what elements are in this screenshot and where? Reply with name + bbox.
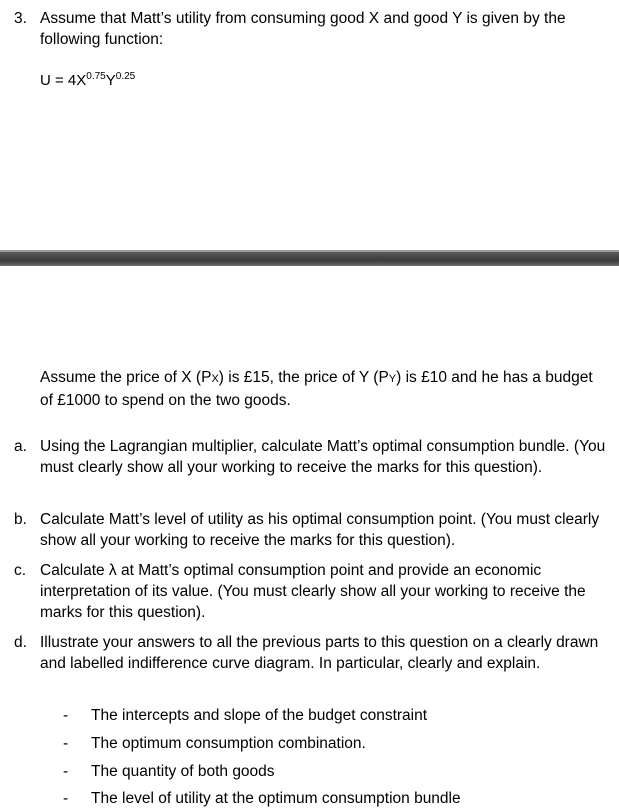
price-text-1: Assume the price of X (P: [40, 369, 212, 386]
part-a-text: Using the Lagrangian multiplier, calculate Matt’s optimal consumption bundle. (You must clearly show all your working to receive the marks for this question).: [40, 438, 606, 476]
bullet-budget-constraint: The intercepts and slope of the budget constraint: [91, 707, 428, 724]
bullet-utility-level: The level of utility at the optimum consumption bundle: [91, 790, 461, 807]
formula-x-exponent: 0.75: [86, 71, 106, 82]
part-d-letter: d.: [14, 634, 27, 651]
bullet-dash: -: [63, 763, 69, 780]
part-c-text: Calculate λ at Matt’s optimal consumption point and provide an economic interpretation of its value. (You must clearly show all your working to receive the marks for this question).: [40, 562, 586, 621]
price-text-3: ) is £10 and he has a budget of £1000 to spend on the two goods.: [40, 369, 593, 409]
bullet-dash: -: [63, 735, 69, 752]
formula-y-exponent: 0.25: [115, 71, 136, 82]
part-c-letter: c.: [14, 562, 27, 579]
question-intro: Assume that Matt’s utility from consuming good X and good Y is given by the following function:: [40, 10, 566, 48]
question-number: 3.: [14, 10, 27, 27]
bullet-dash: -: [63, 790, 69, 807]
divider-bar: [0, 252, 619, 266]
price-statement: [40, 367, 600, 411]
bullet-optimum-combination: The optimum consumption combination.: [91, 735, 366, 752]
utility-formula: [40, 70, 135, 91]
price-y-subscript: Y: [388, 373, 397, 385]
formula-lhs: U = 4X: [40, 72, 87, 89]
part-b-letter: b.: [14, 511, 27, 528]
price-text-2: ) is £15, the price of Y (P: [218, 369, 389, 386]
bullet-dash: -: [63, 707, 69, 724]
part-a-letter: a.: [14, 438, 27, 455]
part-d-text: Illustrate your answers to all the previous parts to this question on a clearly drawn and labelled indifference curve diagram. In particular, clearly and explain.: [40, 634, 599, 672]
price-x-subscript: X: [211, 373, 219, 385]
formula-y: Y: [105, 72, 116, 89]
bullet-quantity-goods: The quantity of both goods: [91, 763, 275, 780]
part-b-text: Calculate Matt’s level of utility as his optimal consumption point. (You must clearly show all your working to receive the marks for this question).: [40, 511, 600, 549]
